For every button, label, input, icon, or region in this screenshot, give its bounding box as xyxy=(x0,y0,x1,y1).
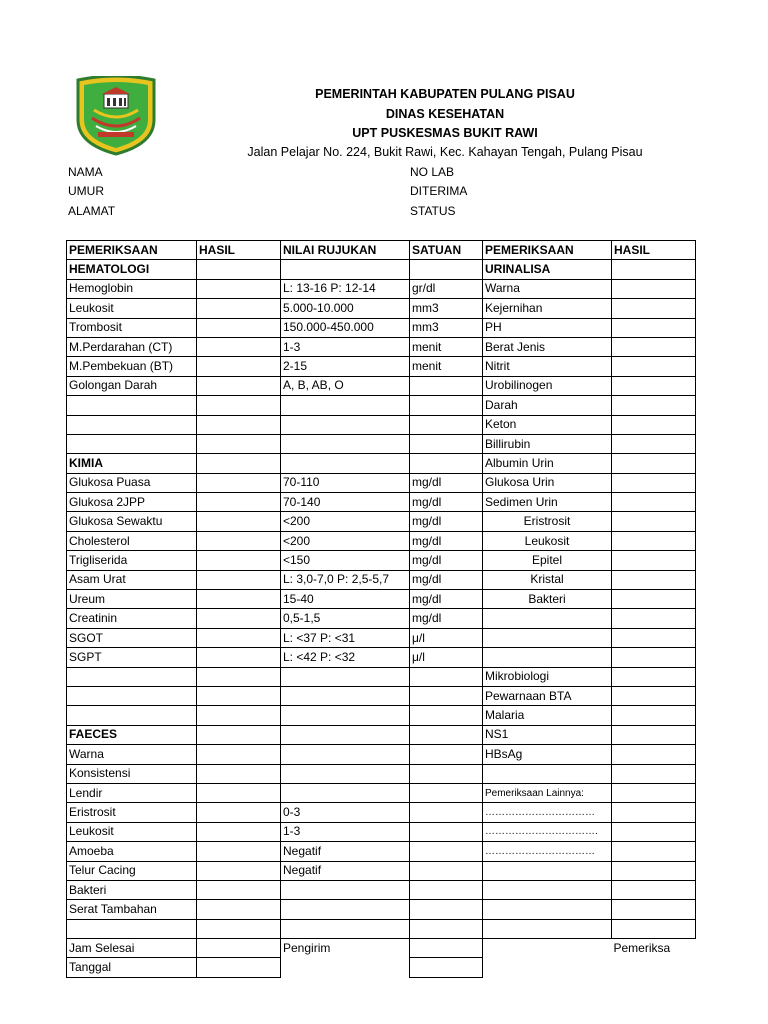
table-cell xyxy=(197,706,281,725)
table-row xyxy=(67,434,696,453)
table-row xyxy=(67,493,696,512)
table-cell xyxy=(612,318,696,337)
table-row xyxy=(67,551,696,570)
table-cell: Bakteri xyxy=(483,590,612,609)
table-cell: 5.000-10.000 xyxy=(281,299,410,318)
table-cell: Negatif xyxy=(281,842,410,861)
table-cell: Albumin Urin xyxy=(483,454,612,473)
table-cell xyxy=(612,725,696,744)
table-cell xyxy=(612,842,696,861)
table-cell xyxy=(612,803,696,822)
table-cell xyxy=(281,725,410,744)
footer-blank-cell xyxy=(410,939,483,958)
table-cell: L: 3,0-7,0 P: 2,5-5,7 xyxy=(281,570,410,589)
table-cell xyxy=(612,299,696,318)
table-row xyxy=(67,279,696,298)
field-nama: NAMA xyxy=(68,165,103,179)
table-cell: mg/dl xyxy=(410,570,483,589)
table-cell xyxy=(281,783,410,802)
table-cell xyxy=(612,260,696,279)
table-cell: 70-110 xyxy=(281,473,410,492)
table-header-row xyxy=(67,241,696,260)
table-cell: Amoeba xyxy=(67,842,197,861)
table-cell xyxy=(410,725,483,744)
table-cell xyxy=(612,648,696,667)
table-cell: Sedimen Urin xyxy=(483,493,612,512)
table-row xyxy=(67,473,696,492)
table-cell xyxy=(67,396,197,415)
field-status: STATUS xyxy=(410,204,456,218)
field-alamat: ALAMAT xyxy=(68,204,116,218)
table-cell: Pemeriksaan Lainnya: xyxy=(483,783,612,802)
signature-section xyxy=(67,939,696,978)
table-cell: Kristal xyxy=(483,570,612,589)
table-cell xyxy=(612,512,696,531)
table-cell: Hemoglobin xyxy=(67,279,197,298)
table-cell: Malaria xyxy=(483,706,612,725)
table-row xyxy=(67,318,696,337)
table-cell: <150 xyxy=(281,551,410,570)
table-cell xyxy=(281,745,410,764)
table-cell xyxy=(197,337,281,356)
table-cell xyxy=(197,822,281,841)
table-cell: mm3 xyxy=(410,318,483,337)
table-cell: 1-3 xyxy=(281,822,410,841)
table-row xyxy=(67,880,696,899)
jam-selesai-value xyxy=(197,939,281,958)
table-cell xyxy=(281,686,410,705)
table-row xyxy=(67,919,696,938)
table-row xyxy=(67,861,696,880)
lab-results-table xyxy=(66,240,696,978)
table-cell: Leukosit xyxy=(67,299,197,318)
table-cell: Nitrit xyxy=(483,357,612,376)
government-emblem-logo xyxy=(74,76,158,156)
table-cell xyxy=(197,260,281,279)
table-cell: L: <42 P: <32 xyxy=(281,648,410,667)
table-cell xyxy=(483,764,612,783)
table-row xyxy=(67,512,696,531)
table-row xyxy=(67,531,696,550)
table-cell xyxy=(67,667,197,686)
table-cell: 0,5-1,5 xyxy=(281,609,410,628)
table-cell xyxy=(281,415,410,434)
table-cell: SGPT xyxy=(67,648,197,667)
table-cell: Creatinin xyxy=(67,609,197,628)
table-cell xyxy=(410,764,483,783)
table-cell xyxy=(281,667,410,686)
footer-blank-cell xyxy=(410,958,483,977)
pemeriksa-label: Pemeriksa xyxy=(613,941,671,955)
table-row xyxy=(67,764,696,783)
table-cell xyxy=(612,473,696,492)
table-cell xyxy=(410,803,483,822)
table-cell xyxy=(410,260,483,279)
table-cell: gr/dl xyxy=(410,279,483,298)
table-cell: Glukosa Sewaktu xyxy=(67,512,197,531)
table-cell: 70-140 xyxy=(281,493,410,512)
table-row xyxy=(67,803,696,822)
table-cell: Glukosa 2JPP xyxy=(67,493,197,512)
header-cell: NILAI RUJUKAN xyxy=(281,241,410,260)
table-cell: 1-3 xyxy=(281,337,410,356)
table-cell: mg/dl xyxy=(410,531,483,550)
table-cell: HEMATOLOGI xyxy=(67,260,197,279)
table-cell xyxy=(410,783,483,802)
table-row xyxy=(67,396,696,415)
table-row xyxy=(67,376,696,395)
header-puskesmas: UPT PUSKESMAS BUKIT RAWI xyxy=(352,126,538,140)
table-cell: URINALISA xyxy=(483,260,612,279)
table-cell xyxy=(197,648,281,667)
field-no-lab: NO LAB xyxy=(410,165,455,179)
footer-row-jam xyxy=(67,939,696,958)
table-cell xyxy=(197,570,281,589)
header-cell: PEMERIKSAAN xyxy=(67,241,197,260)
footer-spacer-cell xyxy=(483,939,612,958)
table-cell xyxy=(410,745,483,764)
table-cell xyxy=(197,725,281,744)
footer-row-tanggal xyxy=(67,958,696,977)
table-cell: Mikrobiologi xyxy=(483,667,612,686)
table-cell xyxy=(612,376,696,395)
table-cell: M.Perdarahan (CT) xyxy=(67,337,197,356)
table-row xyxy=(67,725,696,744)
table-cell: Trigliserida xyxy=(67,551,197,570)
table-cell xyxy=(281,880,410,899)
tanggal-value xyxy=(197,958,281,977)
table-cell: Billirubin xyxy=(483,434,612,453)
table-cell xyxy=(67,706,197,725)
table-cell xyxy=(612,686,696,705)
table-cell xyxy=(612,551,696,570)
table-cell: SGOT xyxy=(67,628,197,647)
table-cell: mg/dl xyxy=(410,512,483,531)
table-cell xyxy=(197,454,281,473)
table-cell: 0-3 xyxy=(281,803,410,822)
table-cell xyxy=(483,880,612,899)
table-cell xyxy=(612,396,696,415)
table-cell: Glukosa Puasa xyxy=(67,473,197,492)
table-cell: 150.000-450.000 xyxy=(281,318,410,337)
table-cell xyxy=(197,919,281,938)
header-government: PEMERINTAH KABUPATEN PULANG PISAU xyxy=(315,87,575,101)
table-cell xyxy=(612,822,696,841)
footer-spacer-cell xyxy=(612,958,696,977)
table-row xyxy=(67,609,696,628)
table-cell: mg/dl xyxy=(410,609,483,628)
table-cell: Telur Cacing xyxy=(67,861,197,880)
table-cell xyxy=(197,745,281,764)
table-cell xyxy=(410,861,483,880)
table-cell xyxy=(197,686,281,705)
table-cell: …………………………… xyxy=(483,842,612,861)
header-department: DINAS KESEHATAN xyxy=(385,107,505,121)
table-row xyxy=(67,590,696,609)
table-cell xyxy=(197,609,281,628)
table-cell xyxy=(281,454,410,473)
table-cell xyxy=(197,279,281,298)
table-cell: <200 xyxy=(281,512,410,531)
table-cell xyxy=(612,764,696,783)
table-cell xyxy=(410,454,483,473)
table-cell: L: <37 P: <31 xyxy=(281,628,410,647)
table-cell xyxy=(67,919,197,938)
table-row xyxy=(67,900,696,919)
table-cell: ……………………………. xyxy=(483,822,612,841)
table-cell: mg/dl xyxy=(410,473,483,492)
table-cell xyxy=(197,493,281,512)
table-cell xyxy=(197,376,281,395)
table-cell xyxy=(410,842,483,861)
lab-table-body xyxy=(67,241,696,939)
jam-selesai-label: Jam Selesai xyxy=(67,939,197,958)
header-address: Jalan Pelajar No. 224, Bukit Rawi, Kec. Kahayan Tengah, Pulang Pisau xyxy=(247,145,643,159)
table-cell xyxy=(410,667,483,686)
table-cell: Kejernihan xyxy=(483,299,612,318)
table-cell: mg/dl xyxy=(410,590,483,609)
table-cell xyxy=(483,861,612,880)
table-row xyxy=(67,648,696,667)
table-cell xyxy=(410,434,483,453)
table-cell: Trombosit xyxy=(67,318,197,337)
table-cell xyxy=(483,919,612,938)
table-cell xyxy=(410,376,483,395)
table-cell: mg/dl xyxy=(410,493,483,512)
table-cell xyxy=(197,764,281,783)
table-cell xyxy=(197,415,281,434)
table-cell xyxy=(281,706,410,725)
table-row xyxy=(67,842,696,861)
table-row xyxy=(67,706,696,725)
table-cell xyxy=(197,357,281,376)
table-cell: 15-40 xyxy=(281,590,410,609)
table-cell: Serat Tambahan xyxy=(67,900,197,919)
table-cell: Eristrosit xyxy=(483,512,612,531)
table-cell: Asam Urat xyxy=(67,570,197,589)
header-cell: SATUAN xyxy=(410,241,483,260)
table-cell: Glukosa Urin xyxy=(483,473,612,492)
table-cell: <200 xyxy=(281,531,410,550)
table-cell: Eristrosit xyxy=(67,803,197,822)
table-cell xyxy=(281,434,410,453)
table-cell xyxy=(197,551,281,570)
table-cell: KIMIA xyxy=(67,454,197,473)
table-cell: Leukosit xyxy=(67,822,197,841)
table-cell xyxy=(197,861,281,880)
table-cell xyxy=(612,434,696,453)
table-cell xyxy=(612,531,696,550)
table-cell xyxy=(612,609,696,628)
table-cell xyxy=(612,590,696,609)
table-cell xyxy=(612,861,696,880)
table-cell xyxy=(612,706,696,725)
table-cell: L: 13-16 P: 12-14 xyxy=(281,279,410,298)
table-cell xyxy=(612,357,696,376)
table-cell: Urobilinogen xyxy=(483,376,612,395)
table-cell: A, B, AB, O xyxy=(281,376,410,395)
table-row xyxy=(67,357,696,376)
table-row xyxy=(67,783,696,802)
table-cell xyxy=(612,880,696,899)
table-cell xyxy=(197,434,281,453)
table-cell xyxy=(612,667,696,686)
table-cell xyxy=(197,628,281,647)
table-cell xyxy=(197,880,281,899)
table-cell xyxy=(67,415,197,434)
table-cell: FAECES xyxy=(67,725,197,744)
table-cell: Leukosit xyxy=(483,531,612,550)
table-cell xyxy=(483,900,612,919)
table-cell: μ/l xyxy=(410,648,483,667)
table-cell: menit xyxy=(410,357,483,376)
table-row xyxy=(67,628,696,647)
table-cell xyxy=(197,531,281,550)
tanggal-label: Tanggal xyxy=(67,958,197,977)
table-cell xyxy=(410,396,483,415)
table-cell xyxy=(612,745,696,764)
table-cell xyxy=(197,396,281,415)
footer-spacer-cell xyxy=(483,958,612,977)
table-cell: Berat Jenis xyxy=(483,337,612,356)
table-cell: Epitel xyxy=(483,551,612,570)
table-cell: M.Pembekuan (BT) xyxy=(67,357,197,376)
table-row xyxy=(67,667,696,686)
table-row xyxy=(67,686,696,705)
table-row xyxy=(67,570,696,589)
header-cell: HASIL xyxy=(197,241,281,260)
table-cell: μ/l xyxy=(410,628,483,647)
table-cell: menit xyxy=(410,337,483,356)
table-cell xyxy=(410,822,483,841)
table-cell xyxy=(612,900,696,919)
table-cell xyxy=(197,803,281,822)
table-cell: Pewarnaan BTA xyxy=(483,686,612,705)
table-cell xyxy=(197,318,281,337)
table-cell: PH xyxy=(483,318,612,337)
table-cell xyxy=(612,919,696,938)
table-row xyxy=(67,454,696,473)
table-cell xyxy=(410,900,483,919)
table-cell: Keton xyxy=(483,415,612,434)
footer-spacer-cell xyxy=(281,958,410,977)
table-cell xyxy=(612,454,696,473)
table-cell xyxy=(197,473,281,492)
table-cell xyxy=(410,919,483,938)
table-cell xyxy=(612,570,696,589)
table-cell: Konsistensi xyxy=(67,764,197,783)
table-cell: Darah xyxy=(483,396,612,415)
table-cell: Ureum xyxy=(67,590,197,609)
table-cell xyxy=(410,686,483,705)
table-cell: Warna xyxy=(67,745,197,764)
table-cell xyxy=(281,260,410,279)
table-cell xyxy=(281,396,410,415)
field-diterima: DITERIMA xyxy=(410,184,468,198)
table-row xyxy=(67,299,696,318)
table-cell xyxy=(483,628,612,647)
table-cell xyxy=(197,512,281,531)
pengirim-label: Pengirim xyxy=(281,939,410,958)
table-cell: HBsAg xyxy=(483,745,612,764)
table-cell xyxy=(612,337,696,356)
table-cell xyxy=(612,493,696,512)
table-cell xyxy=(197,900,281,919)
header-cell: HASIL xyxy=(612,241,696,260)
table-cell: Lendir xyxy=(67,783,197,802)
table-cell xyxy=(410,880,483,899)
table-cell xyxy=(612,628,696,647)
table-cell xyxy=(612,279,696,298)
table-cell xyxy=(483,609,612,628)
table-cell xyxy=(410,415,483,434)
table-cell: mg/dl xyxy=(410,551,483,570)
table-row xyxy=(67,337,696,356)
table-cell: 2-15 xyxy=(281,357,410,376)
table-cell xyxy=(612,415,696,434)
table-cell xyxy=(483,648,612,667)
table-cell xyxy=(197,842,281,861)
table-cell: NS1 xyxy=(483,725,612,744)
field-umur: UMUR xyxy=(68,184,104,198)
table-cell xyxy=(197,783,281,802)
table-cell: Warna xyxy=(483,279,612,298)
table-cell: mm3 xyxy=(410,299,483,318)
table-cell xyxy=(281,900,410,919)
table-cell: Bakteri xyxy=(67,880,197,899)
table-cell xyxy=(197,590,281,609)
table-cell: Cholesterol xyxy=(67,531,197,550)
table-cell xyxy=(612,783,696,802)
table-cell xyxy=(281,919,410,938)
table-cell xyxy=(410,706,483,725)
table-row xyxy=(67,822,696,841)
table-cell xyxy=(197,299,281,318)
table-cell: …………………………… xyxy=(483,803,612,822)
table-row xyxy=(67,745,696,764)
header-cell: PEMERIKSAAN xyxy=(483,241,612,260)
table-cell: Negatif xyxy=(281,861,410,880)
table-cell: Golongan Darah xyxy=(67,376,197,395)
table-cell xyxy=(67,434,197,453)
table-row xyxy=(67,260,696,279)
table-cell xyxy=(281,764,410,783)
table-cell xyxy=(197,667,281,686)
table-row xyxy=(67,415,696,434)
table-cell xyxy=(67,686,197,705)
